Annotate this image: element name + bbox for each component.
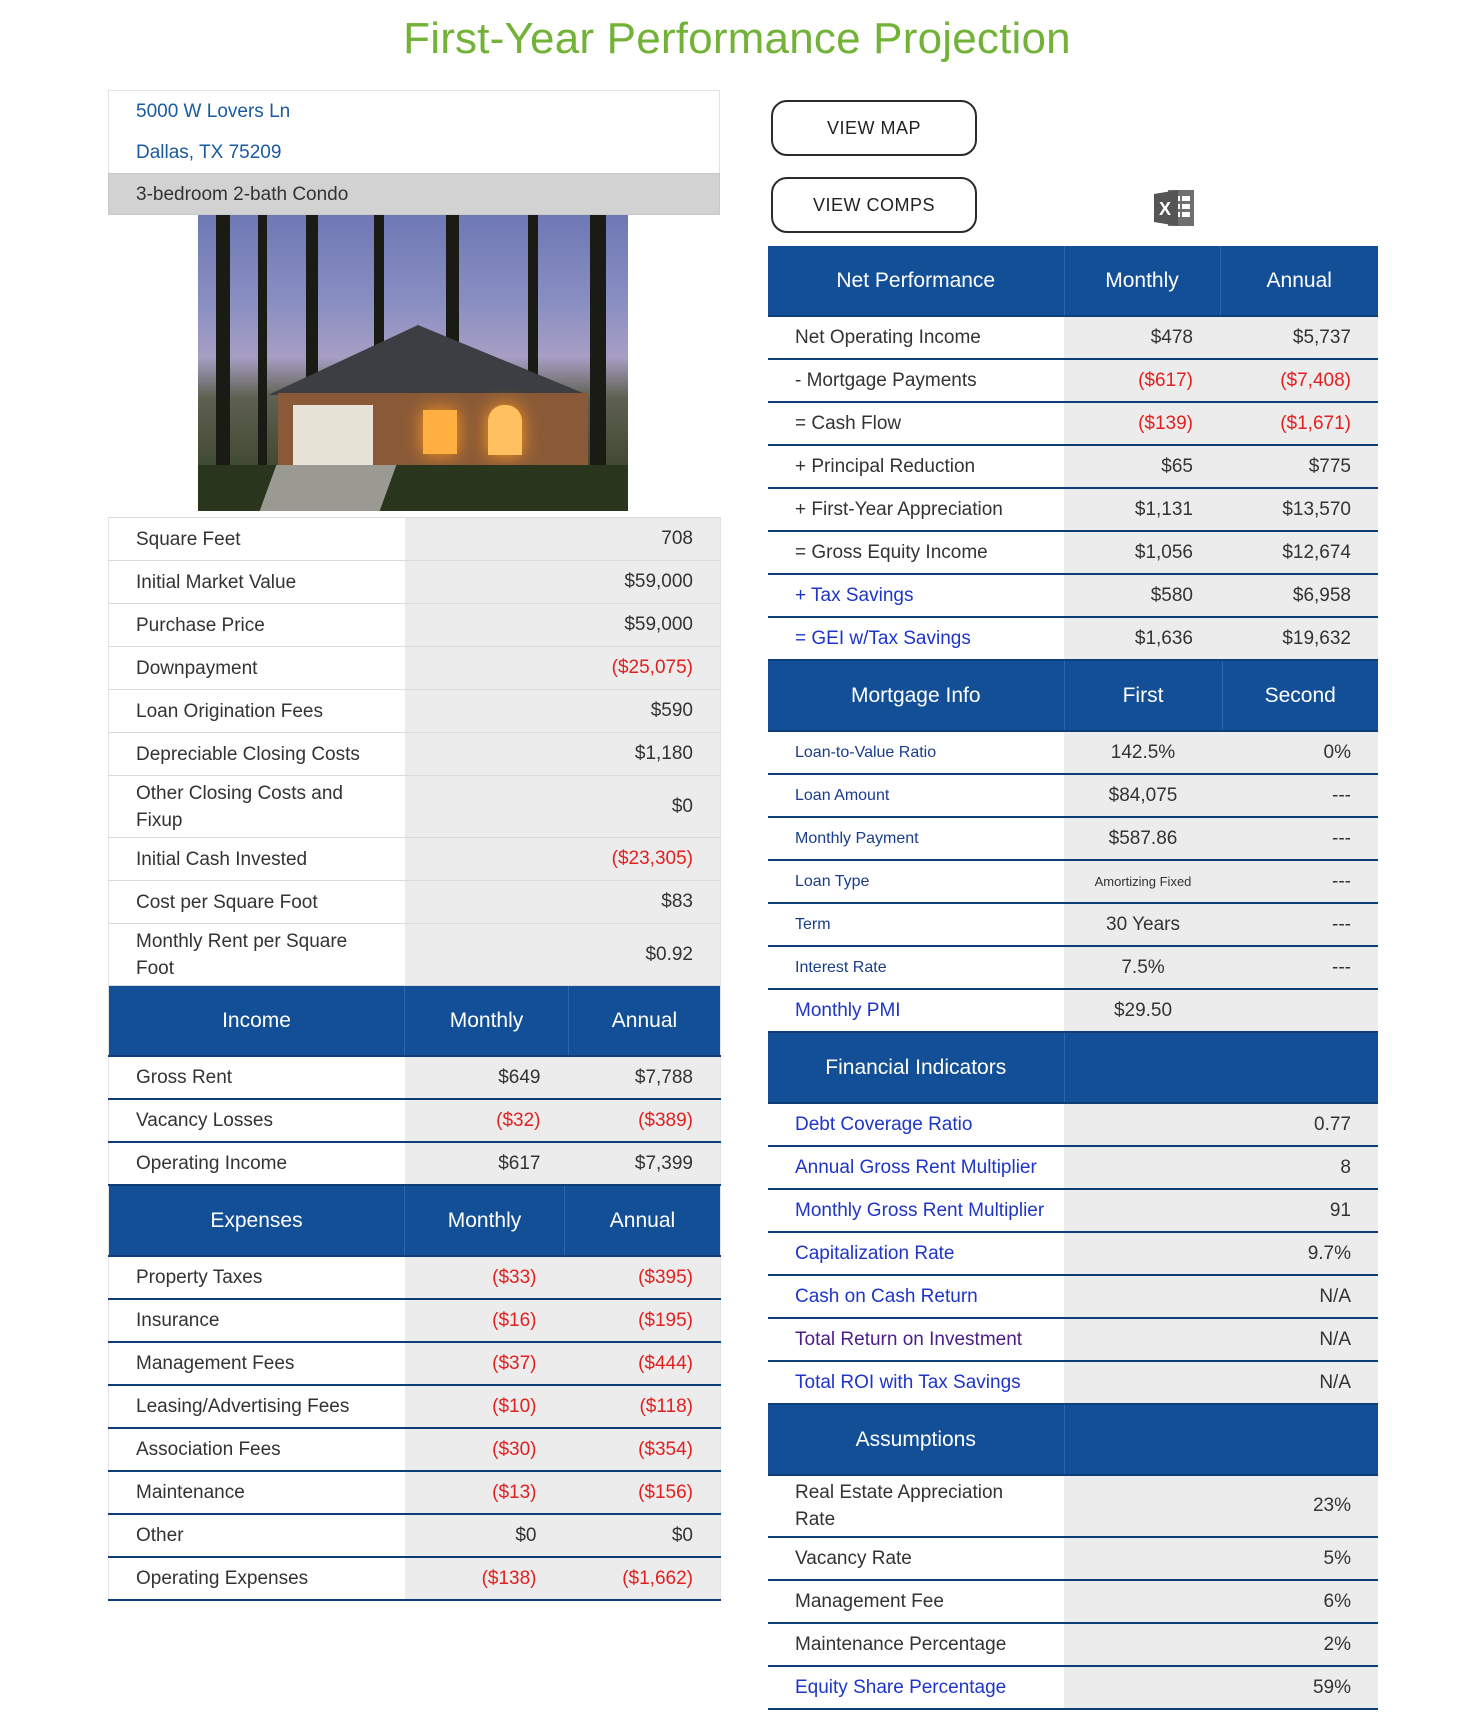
financial-indicators-row-value: N/A: [1064, 1361, 1378, 1404]
detail-value: ($23,305): [405, 838, 721, 881]
table-row: [768, 531, 1378, 574]
net-performance-row-label: + First-Year Appreciation: [768, 488, 1064, 531]
excel-export-icon[interactable]: [1154, 188, 1196, 228]
table-row: [768, 989, 1378, 1032]
financial-indicators-row-value: N/A: [1064, 1318, 1378, 1361]
detail-label: Square Feet: [109, 518, 405, 561]
net-performance-row-annual: $12,674: [1220, 531, 1378, 574]
table-row: [768, 445, 1378, 488]
expenses-row-monthly: ($138): [405, 1557, 565, 1600]
net-performance-row-monthly: $65: [1064, 445, 1220, 488]
financial-indicators-row-value: 0.77: [1064, 1103, 1378, 1146]
expenses-row-label: Operating Expenses: [109, 1557, 405, 1600]
financial-indicators-row-label: Annual Gross Rent Multiplier: [768, 1146, 1064, 1189]
income-row-label: Operating Income: [109, 1142, 405, 1185]
expenses-row-monthly: ($13): [405, 1471, 565, 1514]
expenses-row-annual: ($118): [565, 1385, 721, 1428]
expenses-row-label: Insurance: [109, 1299, 405, 1342]
mortgage-info-row-second: [1222, 989, 1378, 1032]
expenses-row-annual: ($354): [565, 1428, 721, 1471]
table-row: [768, 946, 1378, 989]
financial-indicators-row-value: 9.7%: [1064, 1232, 1378, 1275]
table-row: [109, 1299, 721, 1342]
detail-value: $0: [405, 776, 721, 838]
income-row-annual: $7,788: [569, 1056, 721, 1099]
expenses-row-annual: ($444): [565, 1342, 721, 1385]
financial-indicators-row-label: Cash on Cash Return: [768, 1275, 1064, 1318]
property-type: 3-bedroom 2-bath Condo: [108, 173, 720, 215]
assumptions-blank-header: [1064, 1405, 1378, 1475]
detail-label: Purchase Price: [109, 604, 405, 647]
table-row: [768, 1623, 1378, 1666]
assumptions-row-label: Equity Share Percentage: [768, 1666, 1064, 1709]
table-row: [768, 817, 1378, 860]
table-row: [768, 488, 1378, 531]
page-title: First-Year Performance Projection: [403, 14, 1071, 63]
table-row: [768, 1666, 1378, 1709]
assumptions-row-label: Vacancy Rate: [768, 1537, 1064, 1580]
detail-value: $590: [405, 690, 721, 733]
table-row: [768, 774, 1378, 817]
property-details-table: [108, 517, 721, 986]
mortgage-info-table: [768, 661, 1378, 1033]
view-map-button[interactable]: VIEW MAP: [771, 100, 977, 156]
view-comps-button[interactable]: VIEW COMPS: [771, 177, 977, 233]
table-row: [109, 1099, 721, 1142]
mortgage-info-row-label: Loan Amount: [768, 774, 1064, 817]
mortgage-info-row-label: Term: [768, 903, 1064, 946]
mortgage-info-row-label: Interest Rate: [768, 946, 1064, 989]
table-row: [109, 1385, 721, 1428]
table-row: [109, 1471, 721, 1514]
table-row: [768, 860, 1378, 903]
detail-label: Downpayment: [109, 647, 405, 690]
mortgage-second-header: Second: [1222, 661, 1378, 731]
financial-indicators-row-label: Monthly Gross Rent Multiplier: [768, 1189, 1064, 1232]
expenses-row-annual: $0: [565, 1514, 721, 1557]
expenses-row-monthly: ($16): [405, 1299, 565, 1342]
expenses-row-annual: ($156): [565, 1471, 721, 1514]
detail-value: $59,000: [405, 604, 721, 647]
table-row: [768, 903, 1378, 946]
table-row: [768, 574, 1378, 617]
detail-label: Depreciable Closing Costs: [109, 733, 405, 776]
detail-label: Initial Market Value: [109, 561, 405, 604]
table-row: [768, 1361, 1378, 1404]
address-line-1: 5000 W Lovers Ln: [136, 101, 291, 122]
mortgage-info-row-first: 7.5%: [1064, 946, 1222, 989]
income-header: Income: [109, 986, 405, 1056]
mortgage-info-header: Mortgage Info: [768, 661, 1064, 731]
table-row: [109, 1142, 721, 1185]
expenses-row-annual: ($1,662): [565, 1557, 721, 1600]
table-row: [109, 1557, 721, 1600]
detail-label: Monthly Rent per Square Foot: [109, 924, 405, 986]
left-column: [108, 90, 720, 1601]
mortgage-info-row-first: 30 Years: [1064, 903, 1222, 946]
assumptions-row-value: 6%: [1064, 1580, 1378, 1623]
svg-text:X: X: [1159, 199, 1172, 219]
table-row: [768, 1318, 1378, 1361]
net-performance-row-label: = Gross Equity Income: [768, 531, 1064, 574]
table-row: [109, 604, 721, 647]
net-performance-row-label: = Cash Flow: [768, 402, 1064, 445]
mortgage-info-row-second: ---: [1222, 774, 1378, 817]
assumptions-row-value: 23%: [1064, 1475, 1378, 1537]
income-row-label: Vacancy Losses: [109, 1099, 405, 1142]
net-performance-row-monthly: $580: [1064, 574, 1220, 617]
table-row: [768, 1232, 1378, 1275]
net-performance-row-label: = GEI w/Tax Savings: [768, 617, 1064, 660]
table-row: [109, 1342, 721, 1385]
expenses-table: [108, 1186, 721, 1601]
assumptions-row-value: 2%: [1064, 1623, 1378, 1666]
assumptions-row-label: Real Estate Appreciation Rate: [768, 1475, 1064, 1537]
table-row: [768, 1580, 1378, 1623]
assumptions-row-value: 59%: [1064, 1666, 1378, 1709]
table-row: [109, 1056, 721, 1099]
expenses-row-label: Leasing/Advertising Fees: [109, 1385, 405, 1428]
financial-indicators-row-value: 91: [1064, 1189, 1378, 1232]
assumptions-table: [768, 1405, 1378, 1710]
detail-label: Other Closing Costs and Fixup: [109, 776, 405, 838]
detail-value: $1,180: [405, 733, 721, 776]
detail-label: Cost per Square Foot: [109, 881, 405, 924]
net-performance-row-annual: $5,737: [1220, 316, 1378, 359]
table-row: [109, 838, 721, 881]
net-performance-row-annual: $6,958: [1220, 574, 1378, 617]
table-row: [768, 1146, 1378, 1189]
mortgage-info-row-second: ---: [1222, 946, 1378, 989]
income-row-monthly: ($32): [405, 1099, 569, 1142]
income-row-monthly: $617: [405, 1142, 569, 1185]
income-row-annual: ($389): [569, 1099, 721, 1142]
net-performance-row-label: Net Operating Income: [768, 316, 1064, 359]
detail-label: Initial Cash Invested: [109, 838, 405, 881]
table-row: [768, 731, 1378, 774]
net-performance-row-monthly: $1,636: [1064, 617, 1220, 660]
expenses-row-monthly: ($37): [405, 1342, 565, 1385]
mortgage-info-row-second: ---: [1222, 860, 1378, 903]
net-performance-row-annual: ($7,408): [1220, 359, 1378, 402]
table-row: [109, 647, 721, 690]
net-performance-row-annual: $19,632: [1220, 617, 1378, 660]
expenses-row-monthly: $0: [405, 1514, 565, 1557]
expenses-row-label: Other: [109, 1514, 405, 1557]
mortgage-info-row-label: Loan Type: [768, 860, 1064, 903]
mortgage-info-row-first: $29.50: [1064, 989, 1222, 1032]
table-row: [109, 561, 721, 604]
detail-value: $0.92: [405, 924, 721, 986]
table-row: [109, 881, 721, 924]
assumptions-header: Assumptions: [768, 1405, 1064, 1475]
expenses-row-label: Management Fees: [109, 1342, 405, 1385]
table-row: [768, 402, 1378, 445]
detail-value: 708: [405, 518, 721, 561]
net-performance-row-annual: $13,570: [1220, 488, 1378, 531]
mortgage-info-row-first: Amortizing Fixed: [1064, 860, 1222, 903]
income-row-label: Gross Rent: [109, 1056, 405, 1099]
table-row: [109, 690, 721, 733]
financial-indicators-header: Financial Indicators: [768, 1033, 1064, 1103]
expenses-annual-header: Annual: [565, 1186, 721, 1256]
net-performance-row-label: - Mortgage Payments: [768, 359, 1064, 402]
net-performance-row-monthly: $478: [1064, 316, 1220, 359]
table-row: [768, 1275, 1378, 1318]
table-row: [768, 1537, 1378, 1580]
detail-value: $59,000: [405, 561, 721, 604]
mortgage-info-row-label: Monthly PMI: [768, 989, 1064, 1032]
address-line-2: Dallas, TX 75209: [136, 142, 282, 163]
mortgage-info-row-first: 142.5%: [1064, 731, 1222, 774]
assumptions-row-label: Maintenance Percentage: [768, 1623, 1064, 1666]
mortgage-first-header: First: [1064, 661, 1222, 731]
financial-indicators-blank-header: [1064, 1033, 1378, 1103]
net-performance-row-annual: $775: [1220, 445, 1378, 488]
net-performance-row-monthly: ($139): [1064, 402, 1220, 445]
table-row: [768, 1103, 1378, 1146]
financial-indicators-table: [768, 1033, 1378, 1405]
net-performance-row-label: + Principal Reduction: [768, 445, 1064, 488]
table-row: [768, 1475, 1378, 1537]
mortgage-info-row-second: ---: [1222, 903, 1378, 946]
table-row: [768, 1189, 1378, 1232]
detail-value: ($25,075): [405, 647, 721, 690]
net-annual-header: Annual: [1220, 246, 1378, 316]
mortgage-info-row-label: Monthly Payment: [768, 817, 1064, 860]
table-row: [768, 316, 1378, 359]
income-row-annual: $7,399: [569, 1142, 721, 1185]
net-performance-row-monthly: $1,056: [1064, 531, 1220, 574]
financial-indicators-row-label: Total Return on Investment: [768, 1318, 1064, 1361]
financial-indicators-row-value: 8: [1064, 1146, 1378, 1189]
detail-label: Loan Origination Fees: [109, 690, 405, 733]
table-row: [109, 924, 721, 986]
house-photo: [198, 215, 628, 511]
table-row: [109, 1428, 721, 1471]
expenses-header: Expenses: [109, 1186, 405, 1256]
mortgage-info-row-first: $587.86: [1064, 817, 1222, 860]
financial-indicators-row-label: Total ROI with Tax Savings: [768, 1361, 1064, 1404]
expenses-row-label: Association Fees: [109, 1428, 405, 1471]
net-performance-header: Net Performance: [768, 246, 1064, 316]
income-annual-header: Annual: [569, 986, 721, 1056]
table-row: [109, 733, 721, 776]
address-box: [108, 90, 720, 173]
table-row: [109, 1256, 721, 1299]
income-row-monthly: $649: [405, 1056, 569, 1099]
financial-indicators-row-label: Debt Coverage Ratio: [768, 1103, 1064, 1146]
detail-value: $83: [405, 881, 721, 924]
mortgage-info-row-second: ---: [1222, 817, 1378, 860]
income-monthly-header: Monthly: [405, 986, 569, 1056]
expenses-monthly-header: Monthly: [405, 1186, 565, 1256]
expenses-row-monthly: ($10): [405, 1385, 565, 1428]
net-performance-table: [768, 246, 1378, 661]
net-performance-row-monthly: $1,131: [1064, 488, 1220, 531]
expenses-row-monthly: ($30): [405, 1428, 565, 1471]
net-performance-row-label: + Tax Savings: [768, 574, 1064, 617]
net-monthly-header: Monthly: [1064, 246, 1220, 316]
assumptions-row-value: 5%: [1064, 1537, 1378, 1580]
net-performance-row-monthly: ($617): [1064, 359, 1220, 402]
mortgage-info-row-first: $84,075: [1064, 774, 1222, 817]
table-row: [109, 776, 721, 838]
mortgage-info-row-second: 0%: [1222, 731, 1378, 774]
table-row: [109, 518, 721, 561]
mortgage-info-row-label: Loan-to-Value Ratio: [768, 731, 1064, 774]
expenses-row-label: Maintenance: [109, 1471, 405, 1514]
table-row: [768, 617, 1378, 660]
assumptions-row-label: Management Fee: [768, 1580, 1064, 1623]
expenses-row-annual: ($395): [565, 1256, 721, 1299]
expenses-row-annual: ($195): [565, 1299, 721, 1342]
expenses-row-label: Property Taxes: [109, 1256, 405, 1299]
financial-indicators-row-value: N/A: [1064, 1275, 1378, 1318]
income-table: [108, 986, 721, 1186]
table-row: [768, 359, 1378, 402]
net-performance-row-annual: ($1,671): [1220, 402, 1378, 445]
expenses-row-monthly: ($33): [405, 1256, 565, 1299]
financial-indicators-row-label: Capitalization Rate: [768, 1232, 1064, 1275]
table-row: [109, 1514, 721, 1557]
